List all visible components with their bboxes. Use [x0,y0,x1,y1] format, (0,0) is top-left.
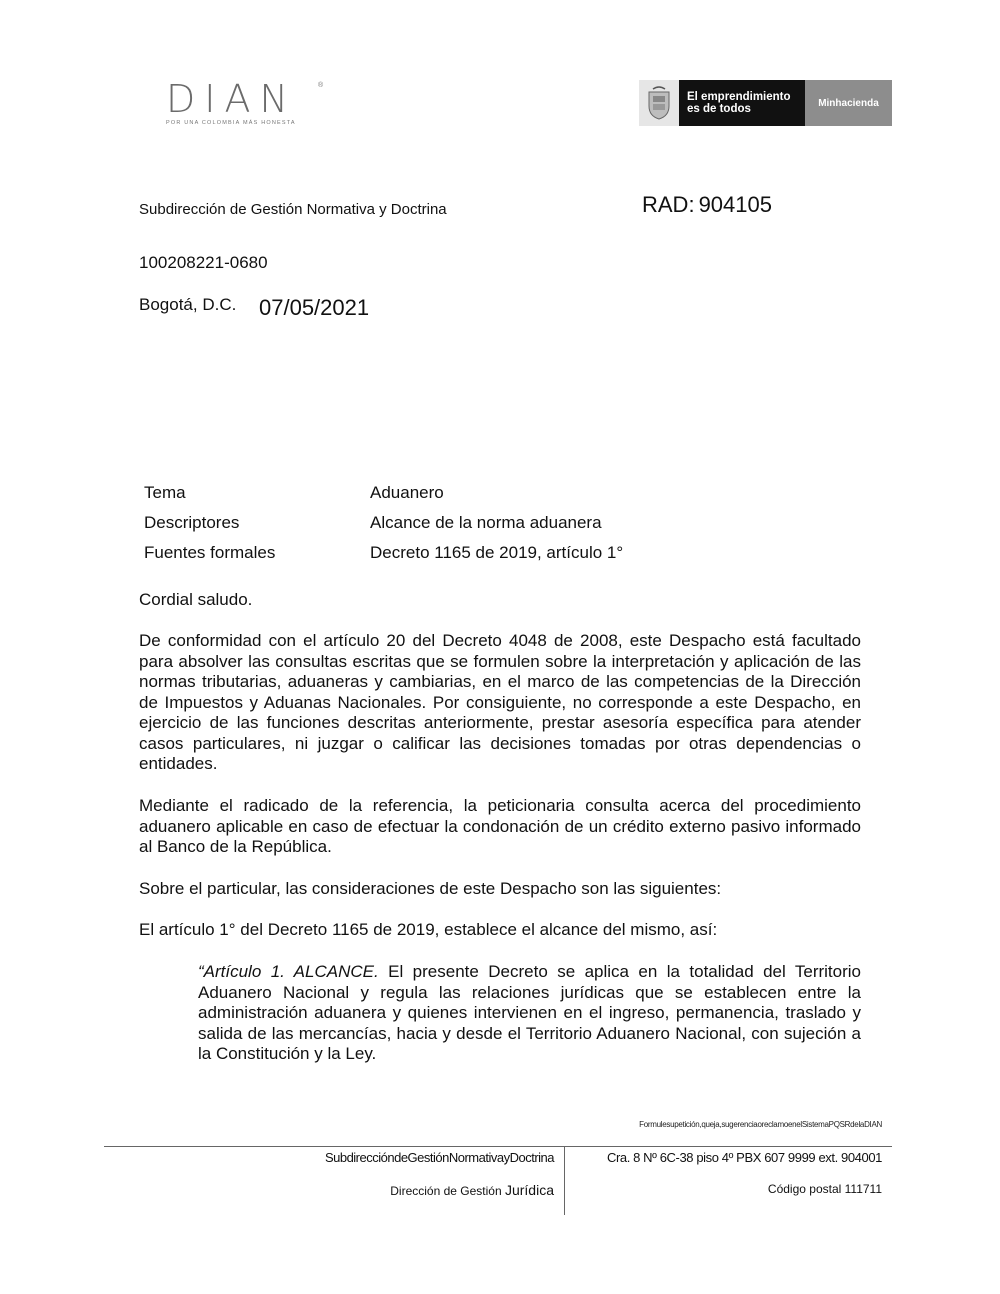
article-quote [198,962,861,1065]
office-name: Subdirección de Gestión Normativa y Doctrina [139,201,447,218]
metadata-value: Alcance de la norma aduanera [370,513,602,532]
dian-logo-tagline: POR UNA COLOMBIA MÁS HONESTA [166,120,296,126]
footer-postal-code: Código postal 111711 [767,1182,882,1196]
paragraph-consultation: Mediante el radicado de la referencia, la peticionaria consulta acerca del procedimiento aduanero aplicable en caso de efectuar la condonación de un crédito externo pasivo informado al Banco de la República. [139,796,861,856]
quote-text: El presente Decreto se aplica en la totalidad del Territorio Aduanero Nacional y regula las relaciones jurídicas que se establecen entre la administración aduanera y quienes intervienen en el ingreso, permanencia, traslado y salida de las mercancías, hacia y desde el Territorio Aduanero Nacional, con sujeción a la Constitución y la Ley. [198,962,862,1063]
gov-slogan [679,80,805,126]
paragraph-article-intro: El artículo 1° del Decreto 1165 de 2019, establece el alcance del mismo, así: [139,920,718,939]
greeting: Cordial saludo. [139,590,253,609]
footer-direction-prefix: Dirección de Gestión [390,1184,505,1198]
dian-logo [166,77,326,130]
metadata-row [144,482,623,512]
dian-logo-word: DIAN [166,77,297,121]
rad-number: 904105 [698,192,772,217]
metadata-key: Tema [144,483,186,502]
rad-label: RAD: [642,192,695,217]
metadata-key: Fuentes formales [144,543,276,562]
registered-mark: ® [318,82,324,89]
coat-of-arms-icon [639,80,679,126]
footer-office: SubdireccióndeGestiónNormativayDoctrina [324,1150,554,1165]
metadata-row [144,512,623,542]
metadata-table [144,482,623,572]
metadata-key: Descriptores [144,513,240,532]
footer-divider [104,1146,892,1147]
city: Bogotá, D.C. [139,295,237,314]
rad-block [642,192,776,218]
letter-date: 07/05/2021 [259,295,370,320]
footer-direction-name: Jurídica [504,1182,554,1198]
reference-number: 100208221-0680 [139,253,268,272]
quote-heading: “Artículo 1. ALCANCE. [198,962,379,981]
metadata-value: Aduanero [370,483,444,502]
footer-address: Cra. 8 Nº 6C-38 piso 4º PBX 607 9999 ext. 904001 [606,1150,882,1165]
metadata-value: Decreto 1165 de 2019, artículo 1° [370,543,624,562]
pqsr-note: Formulesupetición,queja,sugerenciaoreclamoenelSistemaPQSRdelaDIAN [639,1120,882,1129]
paragraph-considerations: Sobre el particular, las consideraciones de este Despacho son las siguientes: [139,879,722,898]
footer-column-divider [564,1147,565,1215]
government-banner [639,80,892,126]
ministry-label: Minhacienda [805,80,892,126]
paragraph-competence: De conformidad con el artículo 20 del Decreto 4048 de 2008, este Despacho está facultado para absolver las consultas escritas que se formulen sobre la interpretación y aplicación de las normas tributarias, aduaneras y cambiarias, en el marco de las competencias de la Dirección de Impuestos y Aduanas Nacionales. Por consiguiente, no corresponde a este Despacho, en ejercicio de las funciones descritas anteriormente, prestar asesoría específica para atender casos particulares, ni juzgar o calificar las decisiones tomadas por otras dependencias o entidades. [139,631,861,773]
footer-direction [390,1182,554,1198]
gov-slogan-line2: es de todos [687,103,751,115]
gov-slogan-line1: El emprendimiento [687,91,791,103]
metadata-row [144,542,623,572]
